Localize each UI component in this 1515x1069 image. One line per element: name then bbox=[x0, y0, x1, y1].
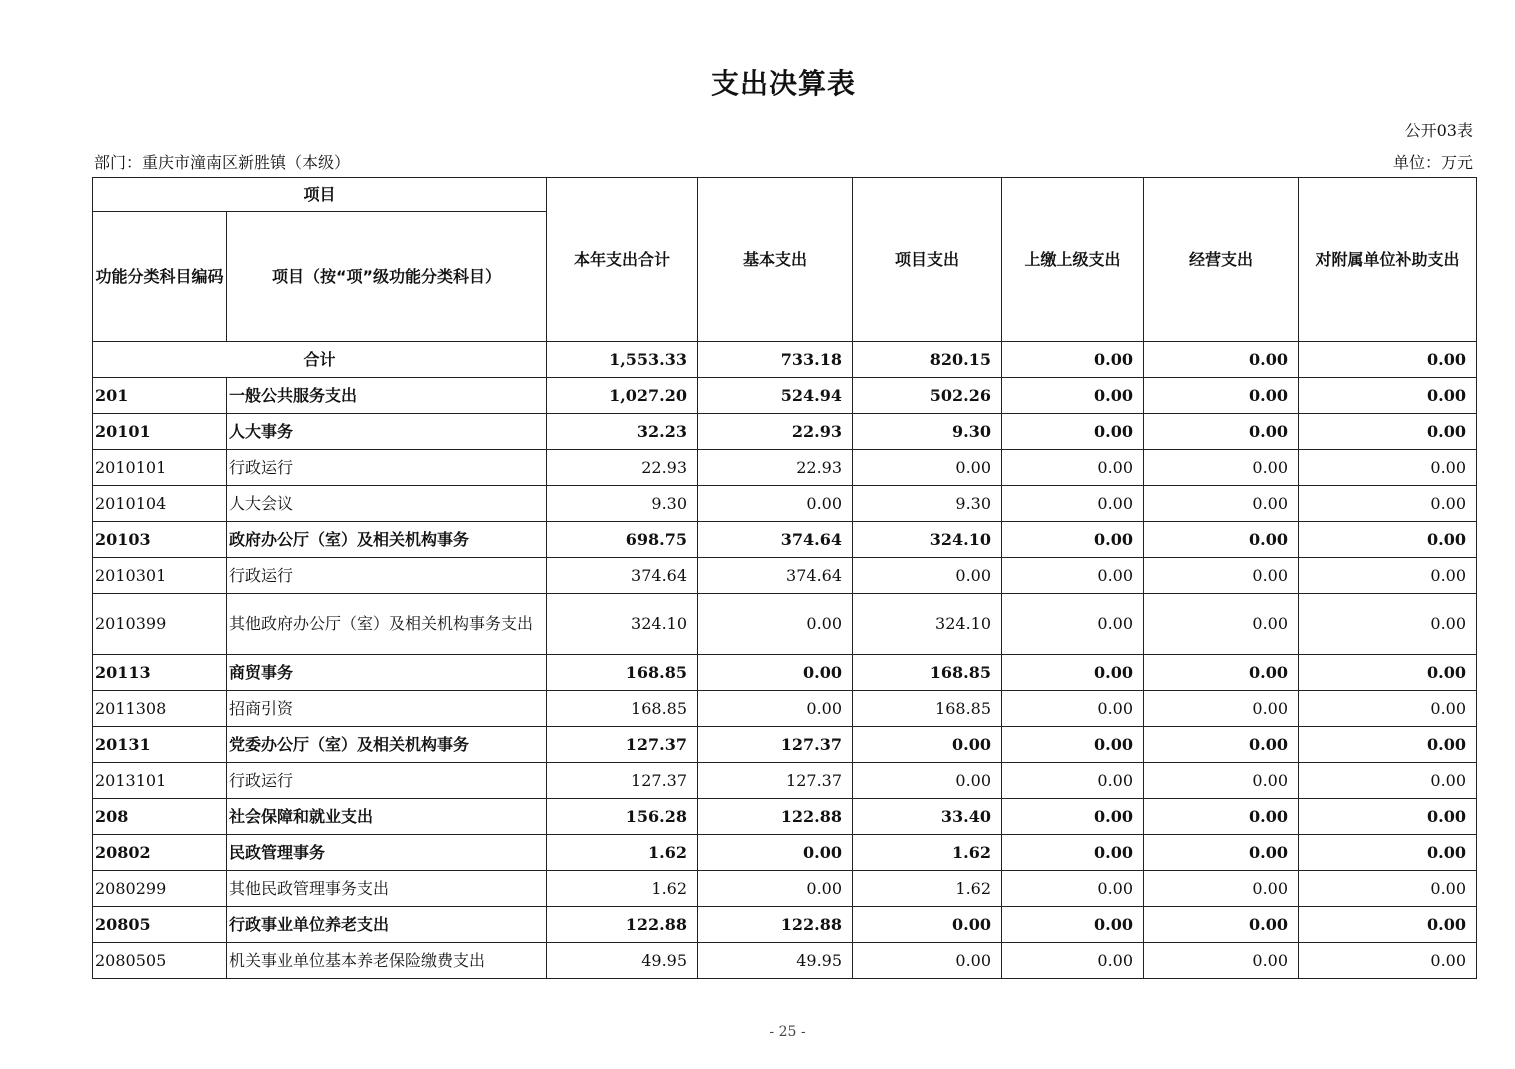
row-value: 122.88 bbox=[698, 799, 853, 835]
row-value: 0.00 bbox=[1002, 486, 1144, 522]
row-value: 0.00 bbox=[1002, 835, 1144, 871]
row-value: 1.62 bbox=[853, 871, 1002, 907]
header-total: 本年支出合计 bbox=[547, 178, 698, 342]
row-value: 0.00 bbox=[1144, 558, 1299, 594]
header-project-expense: 项目支出 bbox=[853, 178, 1002, 342]
total-value: 820.15 bbox=[853, 342, 1002, 378]
row-name: 人大会议 bbox=[227, 486, 547, 522]
row-value: 0.00 bbox=[1144, 594, 1299, 655]
table-row bbox=[93, 799, 1477, 835]
row-name: 民政管理事务 bbox=[227, 835, 547, 871]
row-value: 0.00 bbox=[1299, 594, 1477, 655]
row-value: 0.00 bbox=[853, 763, 1002, 799]
row-value: 0.00 bbox=[1144, 414, 1299, 450]
row-value: 0.00 bbox=[698, 486, 853, 522]
total-value: 0.00 bbox=[1144, 342, 1299, 378]
row-code: 20805 bbox=[93, 907, 227, 943]
table-row bbox=[93, 907, 1477, 943]
row-value: 0.00 bbox=[698, 691, 853, 727]
row-name: 人大事务 bbox=[227, 414, 547, 450]
table-row bbox=[93, 691, 1477, 727]
row-value: 0.00 bbox=[1144, 522, 1299, 558]
row-value: 0.00 bbox=[1299, 799, 1477, 835]
header-business: 经营支出 bbox=[1144, 178, 1299, 342]
row-value: 168.85 bbox=[853, 655, 1002, 691]
header-upper: 上缴上级支出 bbox=[1002, 178, 1144, 342]
row-value: 0.00 bbox=[1299, 378, 1477, 414]
row-value: 49.95 bbox=[698, 943, 853, 979]
row-value: 127.37 bbox=[698, 763, 853, 799]
row-value: 698.75 bbox=[547, 522, 698, 558]
row-value: 33.40 bbox=[853, 799, 1002, 835]
row-value: 49.95 bbox=[547, 943, 698, 979]
table-row bbox=[93, 835, 1477, 871]
row-value: 0.00 bbox=[1299, 871, 1477, 907]
row-code: 2010104 bbox=[93, 486, 227, 522]
table-row bbox=[93, 450, 1477, 486]
row-value: 1,027.20 bbox=[547, 378, 698, 414]
row-value: 156.28 bbox=[547, 799, 698, 835]
table-row bbox=[93, 378, 1477, 414]
row-value: 0.00 bbox=[1002, 907, 1144, 943]
row-value: 0.00 bbox=[698, 835, 853, 871]
table-row bbox=[93, 486, 1477, 522]
row-value: 524.94 bbox=[698, 378, 853, 414]
row-code: 20802 bbox=[93, 835, 227, 871]
row-value: 0.00 bbox=[1002, 799, 1144, 835]
row-value: 0.00 bbox=[698, 594, 853, 655]
row-value: 0.00 bbox=[1144, 378, 1299, 414]
table-row bbox=[93, 414, 1477, 450]
row-value: 122.88 bbox=[698, 907, 853, 943]
row-value: 0.00 bbox=[1002, 414, 1144, 450]
row-value: 0.00 bbox=[1002, 871, 1144, 907]
row-name: 一般公共服务支出 bbox=[227, 378, 547, 414]
row-code: 20103 bbox=[93, 522, 227, 558]
row-value: 0.00 bbox=[853, 727, 1002, 763]
row-code: 201 bbox=[93, 378, 227, 414]
row-value: 0.00 bbox=[1144, 763, 1299, 799]
row-value: 0.00 bbox=[1002, 522, 1144, 558]
row-value: 0.00 bbox=[853, 907, 1002, 943]
table-row bbox=[93, 522, 1477, 558]
row-value: 22.93 bbox=[547, 450, 698, 486]
row-value: 0.00 bbox=[1002, 727, 1144, 763]
row-value: 0.00 bbox=[1002, 450, 1144, 486]
row-value: 0.00 bbox=[1299, 558, 1477, 594]
row-value: 0.00 bbox=[1299, 655, 1477, 691]
row-value: 0.00 bbox=[1002, 763, 1144, 799]
total-value: 0.00 bbox=[1002, 342, 1144, 378]
table-row bbox=[93, 943, 1477, 979]
row-value: 0.00 bbox=[1002, 655, 1144, 691]
row-value: 1.62 bbox=[547, 871, 698, 907]
form-number: 公开03表 bbox=[1404, 121, 1473, 140]
total-label: 合计 bbox=[93, 342, 547, 378]
row-code: 20131 bbox=[93, 727, 227, 763]
row-value: 0.00 bbox=[1144, 450, 1299, 486]
row-value: 0.00 bbox=[1299, 691, 1477, 727]
row-value: 0.00 bbox=[1002, 943, 1144, 979]
row-value: 1.62 bbox=[547, 835, 698, 871]
row-value: 0.00 bbox=[1299, 907, 1477, 943]
row-value: 0.00 bbox=[853, 450, 1002, 486]
row-value: 0.00 bbox=[1299, 414, 1477, 450]
row-value: 0.00 bbox=[1144, 943, 1299, 979]
row-value: 0.00 bbox=[1144, 727, 1299, 763]
row-value: 9.30 bbox=[853, 486, 1002, 522]
header-code: 功能分类科目编码 bbox=[93, 212, 227, 342]
header-name: 项目（按“项”级功能分类科目） bbox=[227, 212, 547, 342]
row-value: 0.00 bbox=[1144, 691, 1299, 727]
row-value: 168.85 bbox=[853, 691, 1002, 727]
row-value: 0.00 bbox=[1299, 763, 1477, 799]
row-name: 政府办公厅（室）及相关机构事务 bbox=[227, 522, 547, 558]
department-label: 部门：重庆市潼南区新胜镇（本级） bbox=[94, 153, 351, 172]
row-name: 党委办公厅（室）及相关机构事务 bbox=[227, 727, 547, 763]
row-value: 0.00 bbox=[1144, 907, 1299, 943]
row-value: 0.00 bbox=[1299, 522, 1477, 558]
table-row bbox=[93, 655, 1477, 691]
row-name: 行政运行 bbox=[227, 558, 547, 594]
row-value: 0.00 bbox=[1299, 835, 1477, 871]
row-value: 0.00 bbox=[1002, 594, 1144, 655]
total-value: 1,553.33 bbox=[547, 342, 698, 378]
row-value: 168.85 bbox=[547, 655, 698, 691]
page-title: 支出决算表 bbox=[710, 67, 856, 100]
row-value: 32.23 bbox=[547, 414, 698, 450]
total-value: 0.00 bbox=[1299, 342, 1477, 378]
row-value: 9.30 bbox=[547, 486, 698, 522]
unit-label: 单位：万元 bbox=[1392, 153, 1473, 172]
row-code: 2080505 bbox=[93, 943, 227, 979]
row-value: 0.00 bbox=[1144, 835, 1299, 871]
row-value: 0.00 bbox=[1299, 727, 1477, 763]
row-value: 324.10 bbox=[547, 594, 698, 655]
row-name: 招商引资 bbox=[227, 691, 547, 727]
row-code: 2010301 bbox=[93, 558, 227, 594]
row-code: 20113 bbox=[93, 655, 227, 691]
table-row bbox=[93, 558, 1477, 594]
table-row bbox=[93, 727, 1477, 763]
row-value: 127.37 bbox=[547, 727, 698, 763]
total-row bbox=[93, 342, 1477, 378]
row-value: 0.00 bbox=[698, 655, 853, 691]
table-row bbox=[93, 871, 1477, 907]
row-code: 2010399 bbox=[93, 594, 227, 655]
row-value: 0.00 bbox=[1299, 943, 1477, 979]
row-value: 0.00 bbox=[1002, 558, 1144, 594]
row-value: 374.64 bbox=[698, 558, 853, 594]
row-value: 127.37 bbox=[547, 763, 698, 799]
row-value: 122.88 bbox=[547, 907, 698, 943]
row-value: 1.62 bbox=[853, 835, 1002, 871]
row-value: 502.26 bbox=[853, 378, 1002, 414]
row-name: 机关事业单位基本养老保险缴费支出 bbox=[227, 943, 547, 979]
row-value: 0.00 bbox=[1299, 450, 1477, 486]
row-value: 9.30 bbox=[853, 414, 1002, 450]
row-name: 行政运行 bbox=[227, 450, 547, 486]
row-name: 社会保障和就业支出 bbox=[227, 799, 547, 835]
row-value: 0.00 bbox=[1002, 378, 1144, 414]
page-number: - 25 - bbox=[769, 1024, 806, 1040]
row-value: 22.93 bbox=[698, 414, 853, 450]
row-name: 其他政府办公厅（室）及相关机构事务支出 bbox=[227, 594, 547, 655]
expenditure-table bbox=[92, 177, 1477, 979]
row-value: 324.10 bbox=[853, 594, 1002, 655]
row-code: 208 bbox=[93, 799, 227, 835]
row-value: 324.10 bbox=[853, 522, 1002, 558]
row-value: 127.37 bbox=[698, 727, 853, 763]
row-value: 0.00 bbox=[853, 943, 1002, 979]
row-value: 0.00 bbox=[853, 558, 1002, 594]
table-row bbox=[93, 594, 1477, 655]
row-value: 0.00 bbox=[698, 871, 853, 907]
row-code: 2010101 bbox=[93, 450, 227, 486]
row-value: 0.00 bbox=[1299, 486, 1477, 522]
row-value: 168.85 bbox=[547, 691, 698, 727]
row-value: 0.00 bbox=[1144, 486, 1299, 522]
header-subsidy: 对附属单位补助支出 bbox=[1299, 178, 1477, 342]
row-name: 行政运行 bbox=[227, 763, 547, 799]
row-code: 2011308 bbox=[93, 691, 227, 727]
table-row bbox=[93, 763, 1477, 799]
total-value: 733.18 bbox=[698, 342, 853, 378]
row-name: 其他民政管理事务支出 bbox=[227, 871, 547, 907]
row-code: 2013101 bbox=[93, 763, 227, 799]
row-name: 行政事业单位养老支出 bbox=[227, 907, 547, 943]
row-value: 374.64 bbox=[698, 522, 853, 558]
header-project: 项目 bbox=[93, 178, 547, 212]
row-value: 374.64 bbox=[547, 558, 698, 594]
row-value: 22.93 bbox=[698, 450, 853, 486]
row-value: 0.00 bbox=[1144, 799, 1299, 835]
header-basic: 基本支出 bbox=[698, 178, 853, 342]
row-value: 0.00 bbox=[1144, 871, 1299, 907]
row-value: 0.00 bbox=[1002, 691, 1144, 727]
row-name: 商贸事务 bbox=[227, 655, 547, 691]
row-value: 0.00 bbox=[1144, 655, 1299, 691]
row-code: 2080299 bbox=[93, 871, 227, 907]
row-code: 20101 bbox=[93, 414, 227, 450]
